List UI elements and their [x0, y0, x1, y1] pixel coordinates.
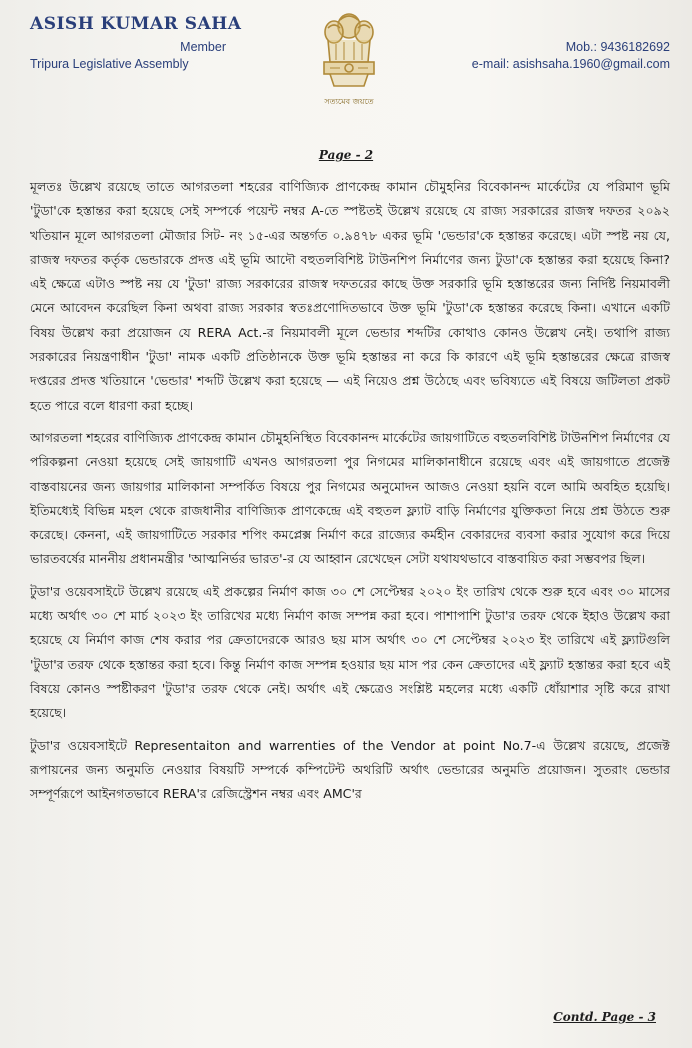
letterhead-mobile: Mob.: 9436182692 — [565, 40, 670, 54]
paragraph: মূলতঃ উল্লেখ রয়েছে তাতে আগরতলা শহরের বাণিজ্যিক প্রাণকেন্দ্র কামান চৌমুহনির বিবেকানন্দ মার্কেটের যে পরিমাণ ভূমি 'টুডা'কে হস্তান্তর করা হয়েছে সেই সম্পর্কে পয়েন্ট নম্বর A-তে স্পষ্টতই উল্লেখ রয়েছে যে রাজ্য সরকারের রাজস্ব দফতর ২০৯২ খতিয়ান মূলে আগরতলা মৌজার সিট- নং ১৫-এর অন্তর্গত ০.৯৪৭৮ একর ভূমি 'ভেন্ডার'কে হস্তান্তর করেছে। এটা স্পষ্ট নয় যে, রাজস্ব দফতর কর্তৃক ভেন্ডারকে প্রদত্ত এই ভূমি আদৌ বহুতলবিশিষ্ট টাউনশিপ নির্মাণের জন্য টুডা'কে হস্তান্তর করা হয়েছে কিনা? এই ক্ষেত্রে এটাও স্পষ্ট নয় যে 'টুডা' রাজ্য সরকারের রাজস্ব দফতরের কাছে উক্ত সরকারি ভূমি হস্তান্তরের জন্য নির্দিষ্ট নিয়মাবলী মেনে আবেদন করেছিল কিনা অথবা রাজ্য সরকার স্বতঃপ্রণোদিতভাবে উক্ত ভূমি 'টুডা'কে হস্তান্তর করেছে কিনা। এখানে একটি বিষয় উল্লেখ করা প্রয়োজন যে RERA Act.-র নিয়মাবলী মূলে ভেন্ডার শব্দটির কোথাও কোনও উল্লেখ নেই। তথাপি রাজ্য সরকারের নিয়ন্ত্রণাধীন 'টুডা' নামক একটি প্রতিষ্ঠানকে উক্ত ভূমি হস্তান্তর না করে কি কারণে এই ভূমি হস্তান্তরের ক্ষেত্রে রাজস্ব দপ্তরের প্রদত্ত খতিয়ানে 'ভেন্ডার' শব্দটি উল্লেখ করা হয়েছে — এই নিয়েও প্রশ্ন উঠেছে এবং ভবিষ্যতে এই বিষয়ে জটিলতা প্রকট হতে পারে বলে ধারণা করা হচ্ছে। — [30, 179, 670, 413]
continuation-note: Contd. Page - 3 — [553, 1010, 656, 1024]
page-number: Page - 2 — [318, 148, 374, 162]
letter-body — [30, 175, 670, 814]
paragraph: আগরতলা শহরের বাণিজ্যিক প্রাণকেন্দ্র কামান চৌমুহনিস্থিত বিবেকানন্দ মার্কেটের জায়গাটিতে বহুতলবিশিষ্ট টাউনশিপ নির্মাণের যে পরিকল্পনা নেওয়া হয়েছে সেই জায়গাটি এখনও আগরতলা পুর নিগমের মালিকানাধীনে রয়েছে এবং এই জায়গাতে প্রজেক্ট বাস্তবায়নের জন্য জায়গার মালিকানা সম্পর্কিত বিষয়ে পুর নিগমের অনুমোদন আজও নেওয়া হয়নি বলে আমি অবহিত হয়েছি। ইতিমধ্যেই বিভিন্ন মহল থেকে রাজধানীর বাণিজ্যিক প্রাণকেন্দ্রে এই বহুতল ফ্ল্যাট বাড়ি নির্মাণের যুক্তিকতা নিয়ে প্রশ্ন উঠতে শুরু করেছে। কেননা, এই জায়গাটিতে সরকার শপিং কমপ্লেক্স নির্মাণ করে রাজ্যের কর্মহীন বেকারদের ব্যবসা করার সুযোগ করে দিয়ে ভারতবর্ষের মাননীয় প্রধানমন্ত্রীর 'আত্মনির্ভর ভারত'-র যে আহ্বান রেখেছেন সেটা যথাযথভাবে বাস্তবায়িত করা সম্ভবপর ছিল। — [30, 429, 670, 567]
emblem-motto: সত্যমেব জয়তে — [324, 97, 374, 106]
letterhead-email: e-mail: asishsaha.1960@gmail.com — [471, 57, 670, 71]
letterhead-assembly: Tripura Legislative Assembly — [30, 57, 189, 71]
letterhead-name: ASISH KUMAR SAHA — [30, 14, 242, 34]
paragraph: টুডা'র ওয়েবসাইটে Representaiton and warrenties of the Vendor at point No.7-এ উল্লেখ রয়েছে, প্রজেক্ট রূপায়নের জন্য অনুমতি নেওয়ার বিষয়টি সম্পর্কে কম্পিটেন্ট অথরিটি অর্থাৎ ভেন্ডারের অনুমতি প্রয়োজন। সুতরাং ভেন্ডার সম্পূর্ণরূপে আইনগতভাবে RERA'র রেজিস্ট্রেশন নম্বর এবং AMC'র — [30, 737, 670, 802]
paragraph: টুডা'র ওয়েবসাইটে উল্লেখ রয়েছে এই প্রকল্পের নির্মাণ কাজ ৩০ শে সেপ্টেম্বর ২০২০ ইং তারিখ থেকে শুরু হবে এবং ৩০ মাসের মধ্যে অর্থাৎ ৩০ শে মার্চ ২০২৩ ইং তারিখের মধ্যে নির্মাণ কাজ সম্পন্ন করা হবে। পাশাপাশি টুডা'র তরফ থেকে ইহাও উল্লেখ করা হয়েছে যে নির্মাণ কাজ শেষ করার পর ক্রেতাদেরকে আরও ছয় মাস অর্থাৎ ৩০ শে সেপ্টেম্বর ২০২৩ ইং তারিখে এই ফ্ল্যাটগুলি 'টুডা'র তরফ থেকে হস্তান্তর করা হবে। কিন্তু নির্মাণ কাজ সম্পন্ন হওয়ার ছয় মাস পর কেন ক্রেতাদের এই ফ্ল্যাট হস্তান্তর করা হবে এই বিষয়ে কোনও স্পষ্টীকরণ 'টুডা'র তরফ থেকে নেই। অর্থাৎ এই ক্ষেত্রেও সংশ্লিষ্ট মহলের মধ্যে একটি ধোঁয়াশার সৃষ্টি করে রাখা হয়েছে। — [30, 583, 670, 721]
letterhead-role: Member — [180, 40, 226, 54]
